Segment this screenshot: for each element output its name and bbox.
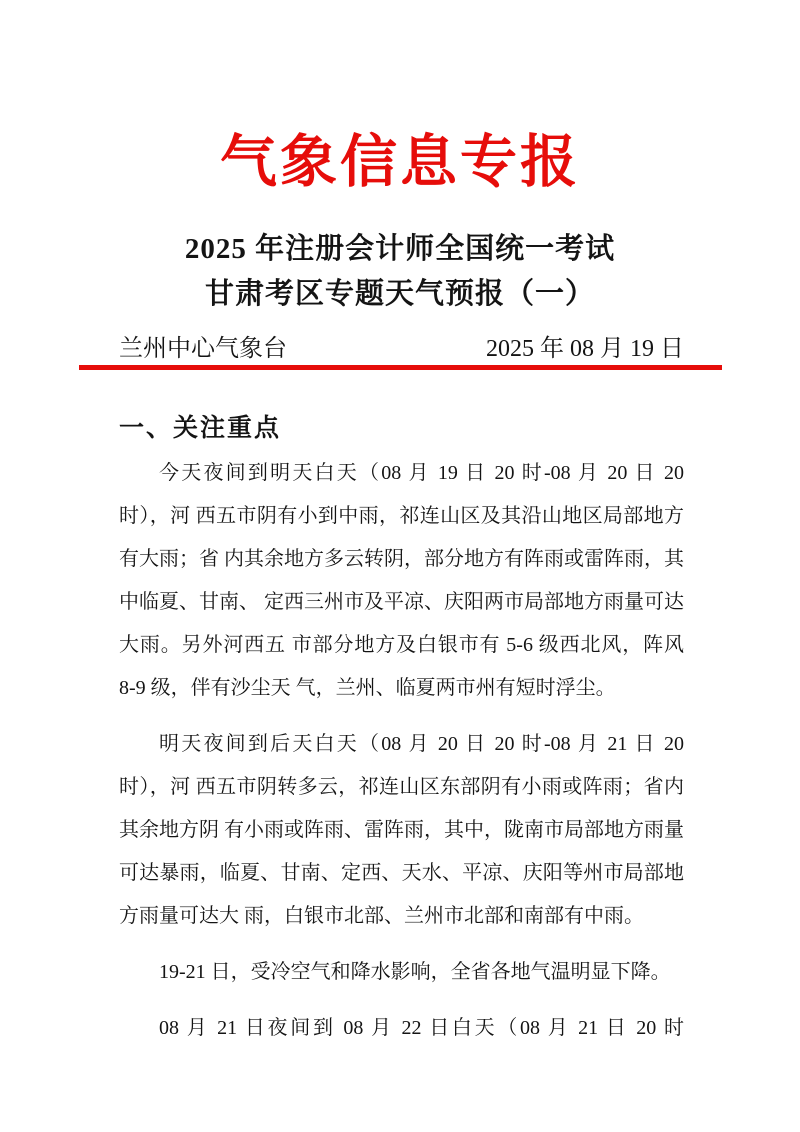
paragraph-2: [119, 723, 684, 938]
body-line: 今天夜间到明天白天（08 月 19 日 20 时-08 月 20 日 20: [159, 462, 684, 484]
body-line: 8-9 级，伴有沙尘天 气，兰州、临夏两市州有短时浮尘。: [119, 677, 616, 699]
report-subtitle-line1: 2025 年注册会计师全国统一考试: [184, 233, 616, 265]
body-line: 有大雨；省 内其余地方多云转阴，部分地方有阵雨或雷阵雨，其: [119, 548, 684, 570]
body-line: 明天夜间到后天白天（08 月 20 日 20 时-08 月 21 日 20: [159, 733, 684, 755]
body-line: 大雨。另外河西五 市部分地方及白银市有 5-6 级西北风，阵风: [119, 634, 684, 656]
body-line: 其余地方阴 有小雨或阵雨、雷阵雨，其中，陇南市局部地方雨量: [119, 819, 684, 841]
body-line: 可达暴雨，临夏、甘南、定西、天水、平凉、庆阳等州市局部地: [119, 862, 684, 884]
body-line: 19-21 日，受冷空气和降水影响，全省各地气温明显下降。: [159, 961, 671, 983]
body-text: [119, 452, 684, 1063]
report-subtitle-line2: 甘肃考区专题天气预报（一）: [204, 278, 595, 310]
body-line: 时），河 西五市阴有小到中雨，祁连山区及其沿山地区局部地方: [119, 505, 684, 527]
body-line: 方雨量可达大 雨，白银市北部、兰州市北部和南部有中雨。: [119, 905, 644, 927]
paragraph-4: [119, 1007, 684, 1050]
body-line: 08 月 21 日夜间到 08 月 22 日白天（08 月 21 日 20 时: [159, 1017, 684, 1039]
page-title: 气象信息专报: [220, 131, 580, 194]
body-line: 中临夏、甘南、 定西三州市及平凉、庆阳两市局部地方雨量可达: [119, 591, 684, 613]
header-rule: [79, 365, 722, 370]
paragraph-3: [119, 951, 684, 994]
issuer-name: 兰州中心气象台: [119, 336, 287, 362]
report-date: 2025 年 08 月 19 日: [486, 336, 684, 362]
body-line: 时），河 西五市阴转多云，祁连山区东部阴有小雨或阵雨；省内: [119, 776, 684, 798]
issuer-date-row: [119, 334, 684, 364]
section-heading: 一、关注重点: [119, 415, 282, 442]
paragraph-1: [119, 452, 684, 710]
